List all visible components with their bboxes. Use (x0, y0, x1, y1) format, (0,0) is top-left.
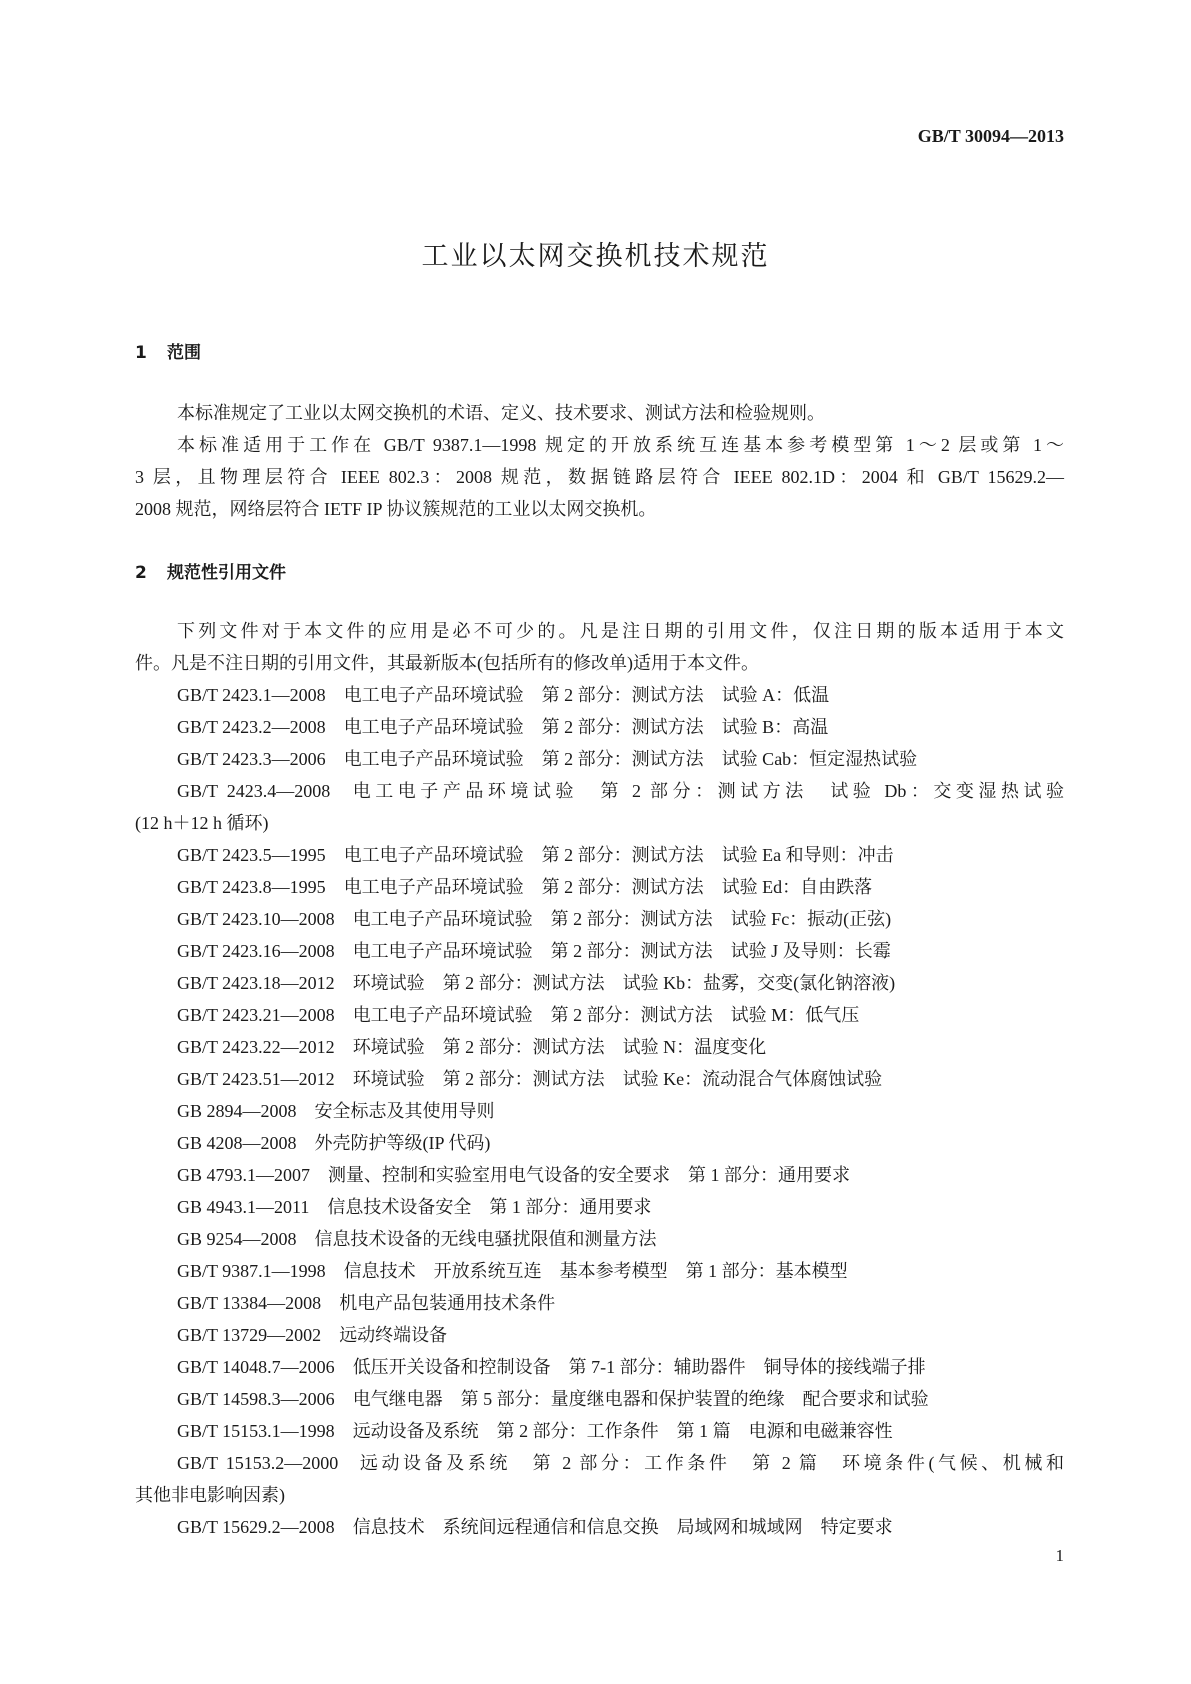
reference-item (135, 1159, 1064, 1191)
reference-code: GB/T 2423.8—1995 (177, 877, 326, 897)
paragraph-line: 2008 规范，网络层符合 IETF IP 协议簇规范的工业以太网交换机。 (135, 499, 657, 519)
paragraph-line: 本标准规定了工业以太网交换机的术语、定义、技术要求、测试方法和检验规则。 (177, 403, 825, 423)
section-title: 规范性引用文件 (167, 563, 286, 583)
reference-code: GB/T 2423.2—2008 (177, 717, 326, 737)
reference-title: 远动终端设备 (339, 1325, 448, 1345)
section-1-body (135, 397, 1064, 525)
reference-item (135, 1127, 1064, 1159)
reference-code: GB/T 13384—2008 (177, 1293, 322, 1313)
reference-code: GB/T 9387.1—1998 (177, 1261, 326, 1281)
page-number: 1 (1055, 1546, 1064, 1565)
reference-title: 信息技术 系统间远程通信和信息交换 局域网和城域网 特定要求 (352, 1517, 893, 1537)
section-2-body (135, 615, 1064, 1543)
reference-title: 电工电子产品环境试验 第 2 部分：测试方法 试验 J 及导则：长霉 (352, 941, 891, 961)
reference-title: 信息技术设备的无线电骚扰限值和测量方法 (314, 1229, 657, 1249)
reference-title: 环境试验 第 2 部分：测试方法 试验 Kb：盐雾，交变(氯化钠溶液) (352, 973, 896, 993)
reference-item (135, 743, 1064, 775)
reference-title: 电工电子产品环境试验 第 2 部分：测试方法 试验 Ed：自由跌落 (343, 877, 873, 897)
reference-item (135, 1383, 1064, 1415)
reference-title: 环境试验 第 2 部分：测试方法 试验 Ke：流动混合气体腐蚀试验 (352, 1069, 883, 1089)
standard-number: GB/T 30094—2013 (917, 126, 1064, 146)
paragraph-line: 下列文件对于本文件的应用是必不可少的。凡是注日期的引用文件，仅注日期的版本适用于本文 (177, 621, 1064, 641)
reference-title: 安全标志及其使用导则 (314, 1101, 495, 1121)
reference-title: 电工电子产品环境试验 第 2 部分：测试方法 试验 Ea 和导则：冲击 (343, 845, 894, 865)
reference-list (135, 679, 1064, 1543)
reference-item (135, 1255, 1064, 1287)
reference-title: 低压开关设备和控制设备 第 7-1 部分：辅助器件 铜导体的接线端子排 (352, 1357, 926, 1377)
reference-code: GB 4208—2008 (177, 1133, 297, 1153)
reference-title: 电工电子产品环境试验 第 2 部分：测试方法 试验 B：高温 (343, 717, 829, 737)
reference-title: 环境试验 第 2 部分：测试方法 试验 N：温度变化 (352, 1037, 767, 1057)
reference-item (135, 1223, 1064, 1255)
reference-item (135, 1031, 1064, 1063)
reference-title: 电工电子产品环境试验 第 2 部分：测试方法 试验 M：低气压 (352, 1005, 860, 1025)
reference-code: GB/T 2423.16—2008 (177, 941, 335, 961)
reference-item (135, 935, 1064, 967)
reference-item (135, 871, 1064, 903)
reference-item (135, 839, 1064, 871)
reference-title: 测量、控制和实验室用电气设备的安全要求 第 1 部分：通用要求 (328, 1165, 851, 1185)
paragraph-line: 3 层，且物理层符合 IEEE 802.3：2008 规范，数据链路层符合 IEEE 802.1D：2004 和 GB/T 15629.2— (135, 467, 1064, 487)
reference-continuation: (12 h＋12 h 循环) (135, 813, 269, 833)
reference-title: 机电产品包装通用技术条件 (339, 1293, 556, 1313)
reference-code: GB/T 14598.3—2006 (177, 1389, 335, 1409)
reference-item (135, 1063, 1064, 1095)
reference-code: GB/T 2423.4—2008 (177, 781, 331, 801)
reference-item (135, 679, 1064, 711)
paragraph-line: 本标准适用于工作在 GB/T 9387.1—1998 规定的开放系统互连基本参考模型第 1～2 层或第 1～ (177, 435, 1064, 455)
reference-item (135, 1319, 1064, 1351)
section-number: 2 (135, 563, 147, 583)
reference-code: GB/T 15629.2—2008 (177, 1517, 335, 1537)
reference-title: 远动设备及系统 第 2 部分：工作条件 第 2 篇 环境条件(气候、机械和 (356, 1453, 1064, 1473)
reference-code: GB/T 15153.1—1998 (177, 1421, 335, 1441)
section-2-heading (135, 558, 286, 583)
reference-title: 信息技术设备安全 第 1 部分：通用要求 (327, 1197, 652, 1217)
reference-item (135, 1095, 1064, 1127)
reference-item (135, 1415, 1064, 1447)
reference-code: GB/T 2423.21—2008 (177, 1005, 335, 1025)
reference-item (135, 711, 1064, 743)
reference-item (135, 1447, 1064, 1479)
reference-title: 电工电子产品环境试验 第 2 部分：测试方法 试验 A：低温 (343, 685, 830, 705)
reference-code: GB/T 14048.7—2006 (177, 1357, 335, 1377)
reference-item (135, 1191, 1064, 1223)
reference-title: 电气继电器 第 5 部分：量度继电器和保护装置的绝缘 配合要求和试验 (352, 1389, 929, 1409)
reference-title: 外壳防护等级(IP 代码) (314, 1133, 491, 1153)
reference-code: GB 2894—2008 (177, 1101, 297, 1121)
reference-code: GB/T 2423.3—2006 (177, 749, 326, 769)
reference-continuation: 其他非电影响因素) (135, 1485, 285, 1505)
section-1-heading (135, 338, 201, 363)
reference-code: GB 4793.1—2007 (177, 1165, 311, 1185)
reference-title: 电工电子产品环境试验 第 2 部分：测试方法 试验 Db：交变湿热试验 (348, 781, 1064, 801)
reference-code: GB 9254—2008 (177, 1229, 297, 1249)
reference-title: 信息技术 开放系统互连 基本参考模型 第 1 部分：基本模型 (343, 1261, 848, 1281)
reference-item (135, 967, 1064, 999)
section-title: 范围 (167, 343, 201, 363)
reference-code: GB/T 13729—2002 (177, 1325, 322, 1345)
reference-item (135, 1287, 1064, 1319)
reference-item (135, 775, 1064, 807)
document-title: 工业以太网交换机技术规范 (421, 241, 770, 272)
reference-code: GB/T 2423.18—2012 (177, 973, 335, 993)
reference-code: GB/T 2423.10—2008 (177, 909, 335, 929)
reference-code: GB/T 2423.5—1995 (177, 845, 326, 865)
reference-code: GB/T 2423.22—2012 (177, 1037, 335, 1057)
reference-title: 电工电子产品环境试验 第 2 部分：测试方法 试验 Cab：恒定湿热试验 (343, 749, 918, 769)
reference-code: GB/T 2423.51—2012 (177, 1069, 335, 1089)
reference-item (135, 903, 1064, 935)
section-number: 1 (135, 343, 147, 363)
reference-code: GB 4943.1—2011 (177, 1197, 310, 1217)
reference-item (135, 1511, 1064, 1543)
reference-code: GB/T 2423.1—2008 (177, 685, 326, 705)
reference-item (135, 999, 1064, 1031)
reference-title: 电工电子产品环境试验 第 2 部分：测试方法 试验 Fc：振动(正弦) (352, 909, 892, 929)
paragraph-line: 件。凡是不注日期的引用文件，其最新版本(包括所有的修改单)适用于本文件。 (135, 653, 759, 673)
reference-title: 远动设备及系统 第 2 部分：工作条件 第 1 篇 电源和电磁兼容性 (352, 1421, 893, 1441)
reference-item (135, 1351, 1064, 1383)
reference-code: GB/T 15153.2—2000 (177, 1453, 339, 1473)
